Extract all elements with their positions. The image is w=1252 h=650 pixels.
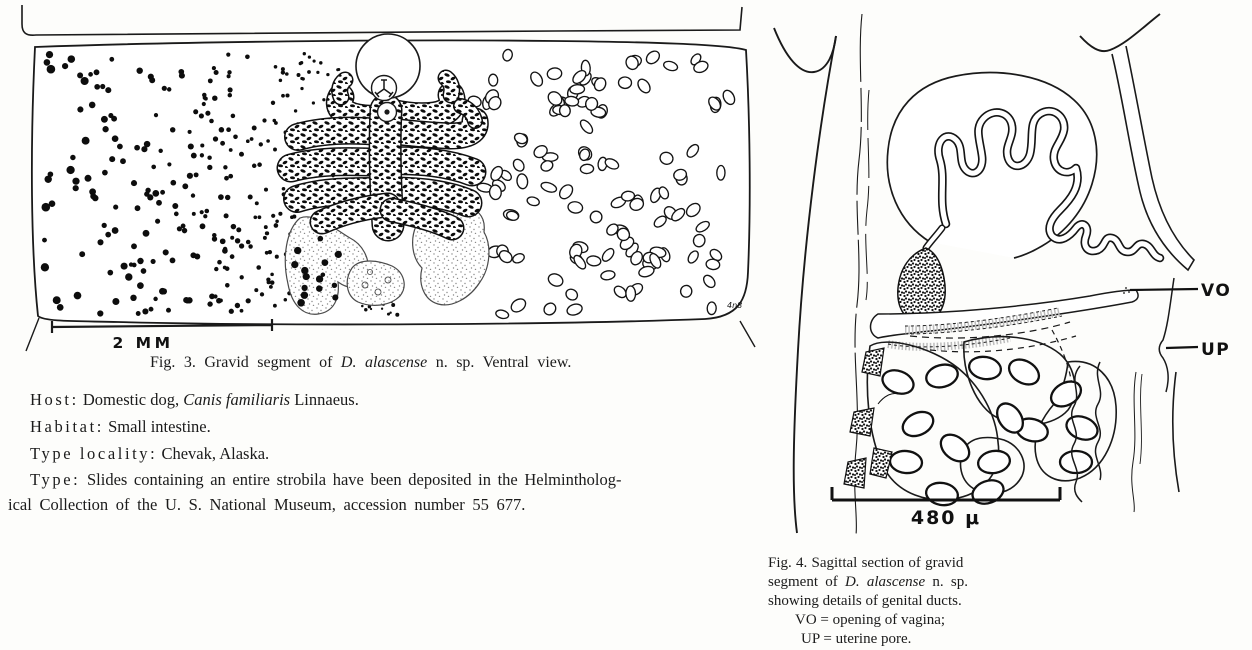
habitat-text: Small intestine. (103, 417, 211, 436)
fig4-caption-species: D. alascense (844, 574, 926, 590)
fig4-caption (768, 554, 1022, 649)
fig4-caption-line4: VO = opening of vagina; (795, 612, 946, 628)
host-label: Host: (30, 390, 79, 409)
fig3-caption (150, 354, 571, 372)
right-band-vessel (1112, 46, 1194, 270)
annotation-labels (1130, 281, 1231, 360)
figure4-illustration (770, 0, 1252, 545)
habitat-line (30, 417, 211, 437)
fig3-caption-prefix: Fig. 3. Gravid segment of (150, 354, 341, 371)
previous-segment-edge (22, 5, 742, 35)
type-text-1: Slides containing an entire strobila have been deposited in the Helmintholog- (80, 470, 622, 489)
up-label: UP (1201, 340, 1231, 360)
type-line-1 (30, 470, 622, 490)
fig3-scale-label: 2 MM (112, 334, 174, 352)
fig4-caption-line1: Fig. 4. Sagittal section of gravid (768, 555, 964, 571)
type-locality-label: Type locality: (30, 444, 158, 463)
host-line (30, 390, 359, 410)
vo-label: VO (1201, 281, 1232, 301)
fig3-caption-species: D. alascense (340, 354, 428, 371)
type-locality-text: Chevak, Alaska. (157, 444, 270, 463)
host-species: Canis familiaris (183, 390, 291, 409)
uterine-eggs (879, 354, 1101, 507)
vitelline-patches (844, 348, 898, 488)
fig4-caption-line5: UP = uterine pore. (801, 631, 912, 647)
fig4-caption-line2 (768, 573, 1022, 592)
habitat-label: Habitat: (30, 417, 104, 436)
cirrus-pouch-outline (887, 73, 1096, 258)
fig3-caption-suffix: n. sp. Ventral view. (427, 354, 572, 371)
type-locality-line (30, 444, 269, 464)
type-label: Type: (30, 470, 81, 489)
fig4-caption-line2-prefix: segment of (768, 574, 845, 590)
fig4-caption-line3: showing details of genital ducts. (768, 593, 962, 609)
fig4-caption-line2-suffix: n. sp. (925, 574, 968, 590)
host-text-post: Linnaeus. (290, 390, 359, 409)
host-text-pre: Domestic dog, (78, 390, 184, 409)
figure3-illustration (0, 0, 765, 352)
segment-corner-line-left (26, 318, 39, 351)
segment-corner-line-right (740, 321, 755, 347)
fig4-scale-label: 480 μ (910, 507, 982, 529)
right-inner-margin (1159, 278, 1174, 392)
up-leader-line (1166, 347, 1198, 348)
type-line-2 (8, 495, 525, 515)
artist-signature: 4n8 (727, 301, 743, 310)
type-text-2: ical Collection of the U. S. National Museum, accession number 55 677. (8, 495, 526, 514)
vo-leader-line (1130, 289, 1198, 290)
